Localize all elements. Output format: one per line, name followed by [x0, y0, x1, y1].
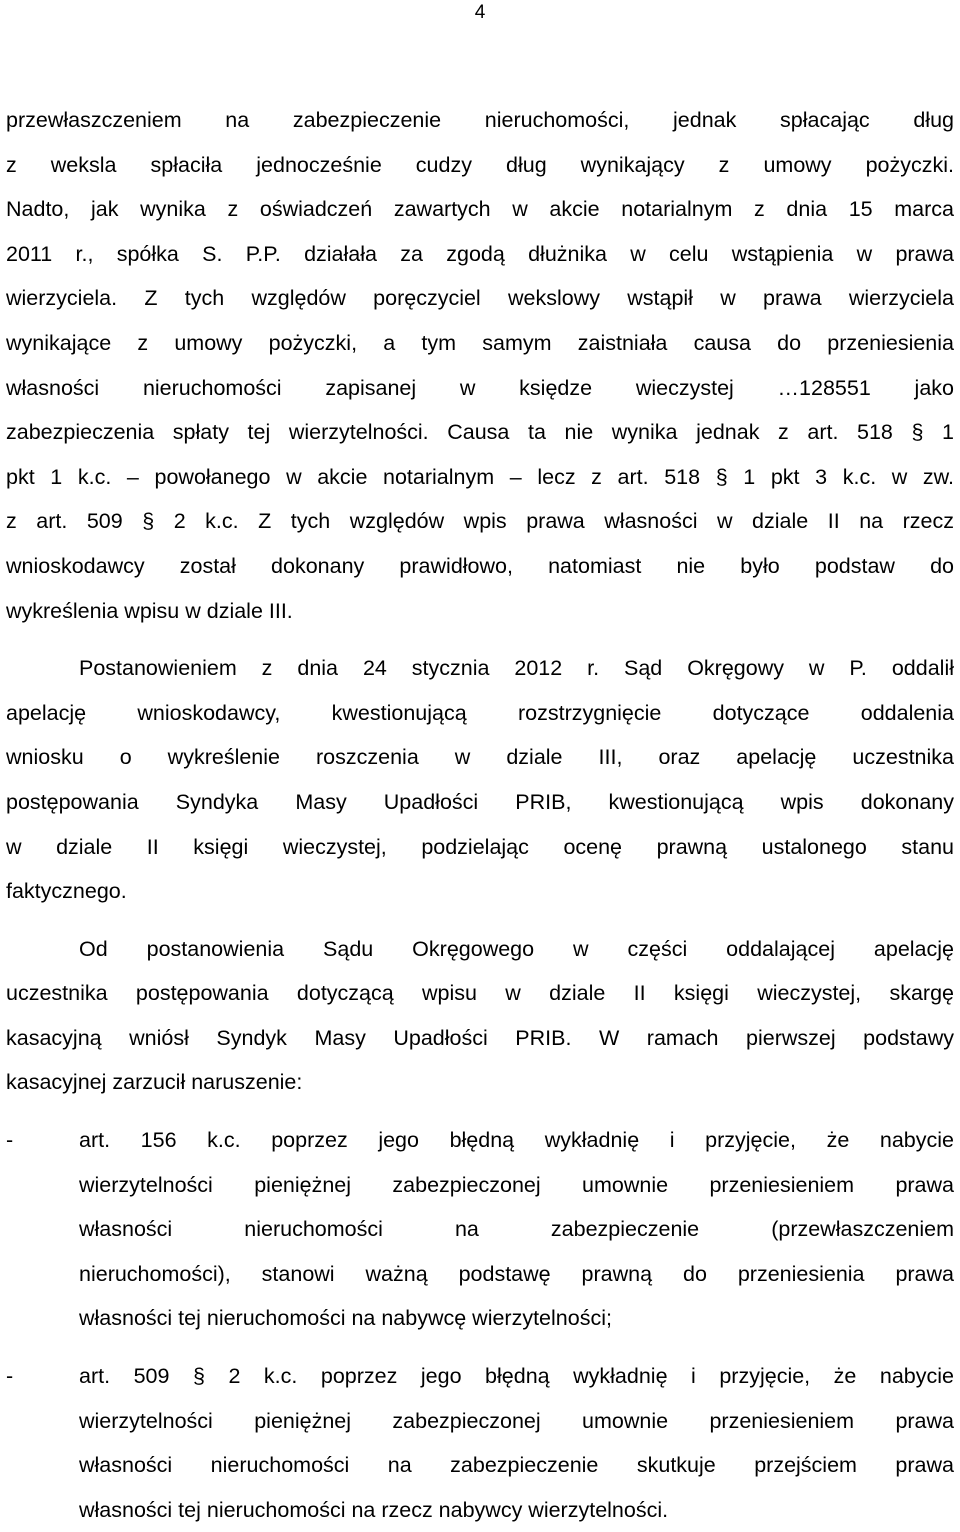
text-line: Od postanowienia Sądu Okręgowego w części oddalającej apelację [79, 936, 954, 961]
document-body [6, 98, 954, 1532]
paragraph-1 [6, 98, 954, 633]
text-line: wynikające z umowy pożyczki, a tym samym zaistniała causa do przeniesienia [6, 330, 954, 355]
text-line: wierzytelności pieniężnej zabezpieczonej umownie przeniesieniem prawa [79, 1172, 954, 1197]
text-line: kasacyjną wniósł Syndyk Masy Upadłości PRIB. W ramach pierwszej podstawy [6, 1025, 954, 1050]
paragraph-3 [6, 927, 954, 1105]
text-line: Postanowieniem z dnia 24 stycznia 2012 r. Sąd Okręgowy w P. oddalił [79, 656, 954, 681]
text-line: faktycznego. [6, 879, 127, 904]
text-line: art. 509 § 2 k.c. poprzez jego błędną wykładnię i przyjęcie, że nabycie [79, 1364, 954, 1389]
text-line: własności nieruchomości zapisanej w księdze wieczystej …128551 jako [6, 375, 954, 400]
text-line: wnioskodawcy został dokonany prawidłowo, natomiast nie było podstaw do [6, 553, 954, 578]
text-line: z art. 509 § 2 k.c. Z tych względów wpis prawa własności w dziale II na rzecz [6, 509, 954, 534]
text-line: art. 156 k.c. poprzez jego błędną wykładnię i przyjęcie, że nabycie [79, 1128, 954, 1153]
text-line: pkt 1 k.c. – powołanego w akcie notarialnym – lecz z art. 518 § 1 pkt 3 k.c. w zw. [6, 464, 954, 489]
text-line: własności nieruchomości na zabezpieczenie skutkuje przejściem prawa [79, 1453, 954, 1478]
list-dash: - [6, 1128, 14, 1153]
text-line: uczestnika postępowania dotyczącą wpisu w dziale II księgi wieczystej, skargę [6, 981, 954, 1006]
text-line: przewłaszczeniem na zabezpieczenie nieruchomości, jednak spłacając dług [6, 108, 954, 132]
text-line: własności nieruchomości na zabezpieczenie (przewłaszczeniem [79, 1217, 954, 1242]
list-item [6, 1118, 954, 1341]
text-line: z weksla spłaciła jednocześnie cudzy dług wynikający z umowy pożyczki. [6, 152, 954, 177]
list-dash: - [6, 1364, 14, 1389]
text-line: nieruchomości), stanowi ważną podstawę prawną do przeniesienia prawa [79, 1261, 954, 1286]
text-line: zabezpieczenia spłaty tej wierzytelności. Causa ta nie wynika jednak z art. 518 § 1 [6, 420, 954, 445]
list-item [6, 1354, 954, 1532]
text-line: 2011 r., spółka S. P.P. działała za zgodą dłużnika w celu wstąpienia w prawa [6, 241, 954, 266]
page-number: 4 [474, 2, 486, 23]
text-line: apelację wnioskodawcy, kwestionującą rozstrzygnięcie dotyczące oddalenia [6, 700, 954, 725]
text-line: wniosku o wykreślenie roszczenia w dziale III, oraz apelację uczestnika [6, 745, 954, 770]
text-line: postępowania Syndyka Masy Upadłości PRIB, kwestionującą wpis dokonany [6, 789, 954, 814]
text-line: wierzytelności pieniężnej zabezpieczonej umownie przeniesieniem prawa [79, 1408, 954, 1433]
text-line: wykreślenia wpisu w dziale III. [6, 598, 293, 623]
text-line: w dziale II księgi wieczystej, podzielając ocenę prawną ustalonego stanu [6, 834, 954, 859]
text-line: kasacyjnej zarzucił naruszenie: [6, 1070, 303, 1095]
text-line: wierzyciela. Z tych względów poręczyciel wekslowy wstąpił w prawa wierzyciela [6, 286, 954, 311]
text-line: własności tej nieruchomości na nabywcę wierzytelności; [79, 1306, 612, 1331]
paragraph-2 [6, 646, 954, 914]
text-line: własności tej nieruchomości na rzecz nabywcy wierzytelności. [79, 1497, 669, 1522]
text-line: Nadto, jak wynika z oświadczeń zawartych w akcie notarialnym z dnia 15 marca [6, 197, 954, 222]
